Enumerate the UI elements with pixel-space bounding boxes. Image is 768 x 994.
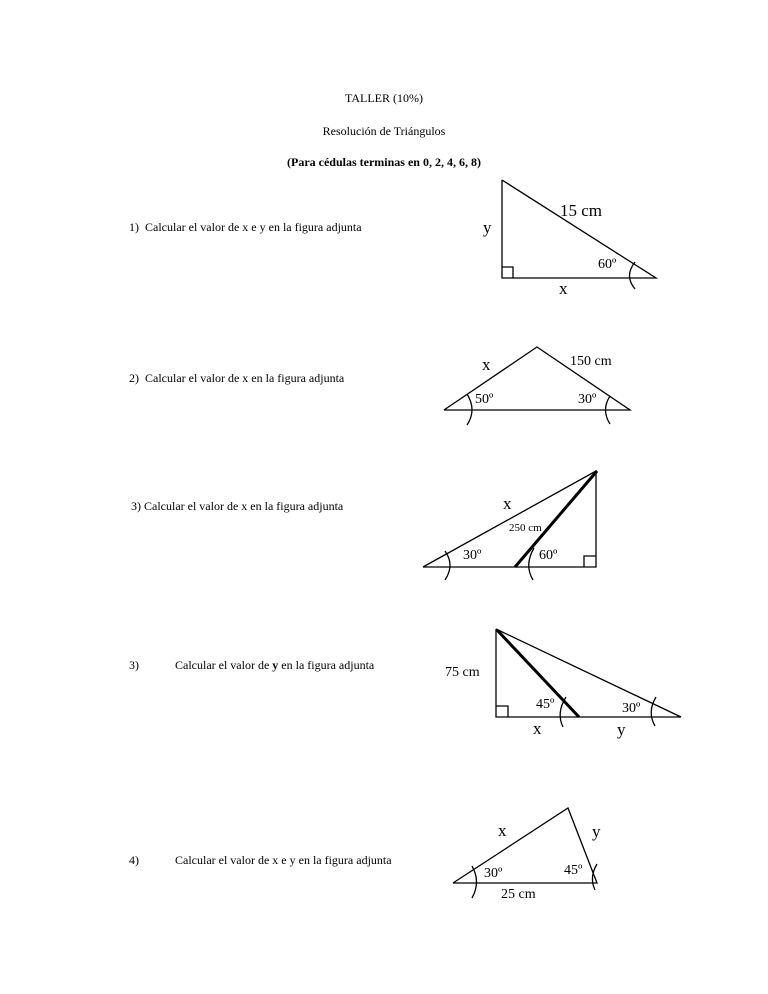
problem-5-statement: Calcular el valor de x e y en la figura adjunta <box>175 853 392 867</box>
figure-4-y-label: y <box>617 720 626 739</box>
figure-4-triangle <box>496 629 681 727</box>
problem-3-number: 3) <box>131 499 141 513</box>
figure-2-left-angle-label: 50º <box>475 392 494 407</box>
figure-3-sides <box>423 471 596 567</box>
figure-2-right-angle-label: 30º <box>578 392 597 407</box>
figure-4-mid-angle-label: 45º <box>536 697 555 712</box>
figure-3-side-label: 250 cm <box>509 522 542 534</box>
figure-5-x-label: x <box>498 821 507 840</box>
figure-1-hypotenuse-label: 15 cm <box>560 201 603 220</box>
figure-1-y-label: y <box>483 218 492 237</box>
figure-1-triangle <box>502 180 656 289</box>
problem-1-text: Calcular el valor de x e y en la figura adjunta <box>145 220 362 234</box>
figure-5-triangle <box>453 808 597 898</box>
figure-3-x-label: x <box>503 494 512 513</box>
figure-5-left-angle-label: 30º <box>484 866 503 881</box>
figure-3-left-angle-arc <box>445 551 450 580</box>
figure-5-y-label: y <box>592 822 601 841</box>
worksheet-title: TALLER (10%) <box>344 91 424 105</box>
figure-5-right-angle-label: 45º <box>564 863 583 878</box>
figure-1-sides <box>502 180 656 278</box>
figure-4-right-angle-arc <box>651 697 656 726</box>
problem-4-text-pre: Calcular el valor de <box>175 658 273 672</box>
problem-5-number: 4) <box>129 853 139 867</box>
figure-1-x-label: x <box>559 279 568 298</box>
problem-1-number: 1) <box>129 220 139 234</box>
problem-4-text-post: en la figura adjunta <box>278 658 375 672</box>
problem-4-variable: y <box>272 658 279 672</box>
figure-4-side-label: 75 cm <box>445 665 480 680</box>
problem-2-text: Calcular el valor de x en la figura adjunta <box>145 371 345 385</box>
figure-3-mid-angle-label: 60º <box>539 548 558 563</box>
figure-2-x-label: x <box>482 355 491 374</box>
problem-2-number: 2) <box>129 371 139 385</box>
figure-4-right-angle-label: 30º <box>622 701 641 716</box>
figure-4-right-angle-mark <box>496 706 508 717</box>
figure-2-side-label: 150 cm <box>570 354 612 369</box>
figure-3-mid-angle-arc <box>529 548 534 580</box>
figure-4-x-label: x <box>533 719 542 738</box>
figure-5-base-label: 25 cm <box>501 887 536 902</box>
worksheet-condition: (Para cédulas terminas en 0, 2, 4, 6, 8) <box>287 155 481 169</box>
worksheet-subtitle: Resolución de Triángulos <box>322 124 446 138</box>
figure-1-angle-arc <box>630 262 636 289</box>
problem-4-number: 3) <box>129 658 139 672</box>
figure-3-left-angle-label: 30º <box>463 548 482 563</box>
figure-3-right-angle-mark <box>584 556 596 567</box>
figure-1-angle-label: 60º <box>598 257 617 272</box>
figure-1-right-angle-mark <box>502 267 513 278</box>
problem-3-text: Calcular el valor de x en la figura adjunta <box>144 499 344 513</box>
